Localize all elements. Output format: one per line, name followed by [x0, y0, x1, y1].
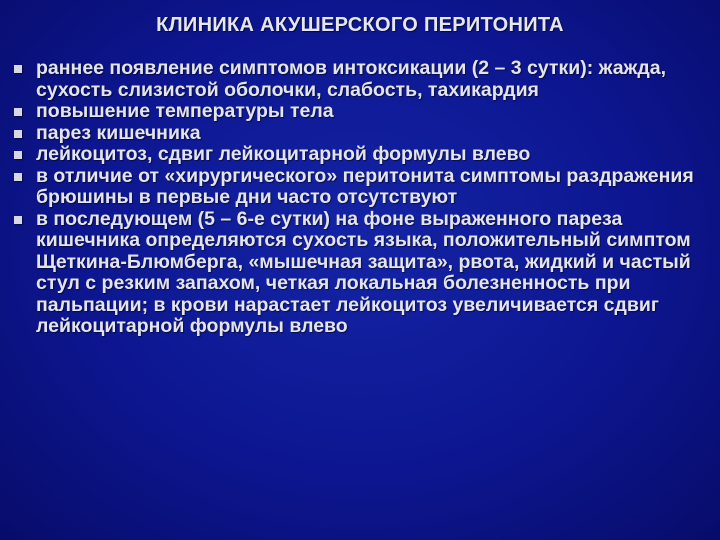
- bullet-text: лейкоцитоз, сдвиг лейкоцитарной формулы влево: [36, 143, 531, 165]
- bullet-text: в последующем (5 – 6-е сутки) на фоне выраженного пареза кишечника определяются сухость языка, положительный симптом Щеткина-Блюмберга, «мышечная защита», рвота, жидкий и частый стул с резким запахом, четкая локальная болезненность при пальпации; в крови нарастает лейкоцитоз увеличивается сдвиг лейкоцитарной формулы влево: [36, 207, 691, 337]
- square-bullet-icon: [14, 130, 22, 138]
- square-bullet-icon: [14, 65, 22, 73]
- bullet-item: [14, 144, 704, 166]
- bullet-list: [14, 58, 704, 338]
- bullet-text: парез кишечника: [36, 121, 201, 144]
- square-bullet-icon: [14, 173, 22, 181]
- bullet-item: [14, 166, 704, 209]
- bullet-text: раннее появление симптомов интоксикации (2 – 3 сутки): жажда, сухость слизистой оболочки, слабость, тахикардия: [36, 57, 667, 101]
- square-bullet-icon: [14, 108, 22, 116]
- bullet-item: [14, 123, 704, 145]
- bullet-text: повышение температуры тела: [36, 100, 334, 122]
- bullet-item: [14, 209, 704, 338]
- bullet-item: [14, 101, 704, 123]
- slide-title: КЛИНИКА АКУШЕРСКОГО ПЕРИТОНИТА: [156, 14, 564, 36]
- square-bullet-icon: [14, 216, 22, 224]
- bullet-item: [14, 58, 704, 101]
- bullet-text: в отличие от «хирургического» перитонита симптомы раздражения брюшины в первые дни часто отсутствуют: [36, 164, 694, 208]
- square-bullet-icon: [14, 151, 22, 159]
